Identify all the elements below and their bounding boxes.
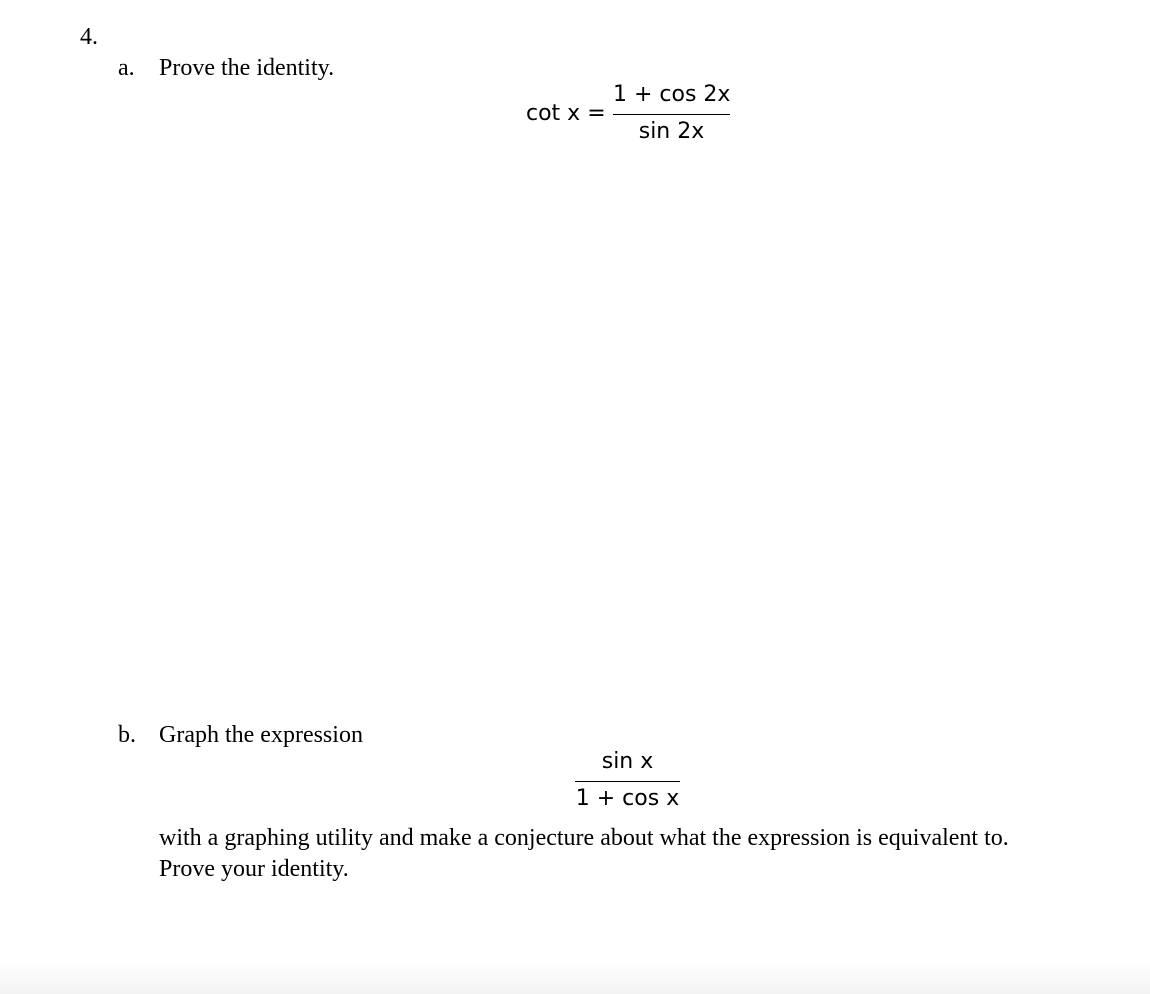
page-bottom-shade (0, 962, 1150, 994)
expression-fraction-bar (575, 781, 680, 782)
fraction-bar (613, 114, 730, 115)
equation-lhs: cot x = (526, 101, 606, 126)
part-b-label: b. (118, 722, 136, 748)
part-b-instruction-line2: Prove your identity. (159, 856, 349, 882)
part-b-instruction: Graph the expression (159, 722, 363, 748)
fraction-denominator: sin 2x (638, 119, 705, 144)
equation-fraction (613, 80, 730, 145)
expression-denominator: 1 + cos x (575, 786, 680, 811)
part-a-label: a. (118, 55, 135, 81)
part-b-instruction-line1: with a graphing utility and make a conjecture about what the expression is equivalent to. (159, 825, 1009, 851)
expression-numerator: sin x (601, 749, 654, 774)
part-a-instruction: Prove the identity. (159, 55, 335, 81)
expression-fraction (575, 747, 680, 812)
question-number: 4. (80, 24, 98, 50)
fraction-numerator: 1 + cos 2x (613, 82, 731, 107)
